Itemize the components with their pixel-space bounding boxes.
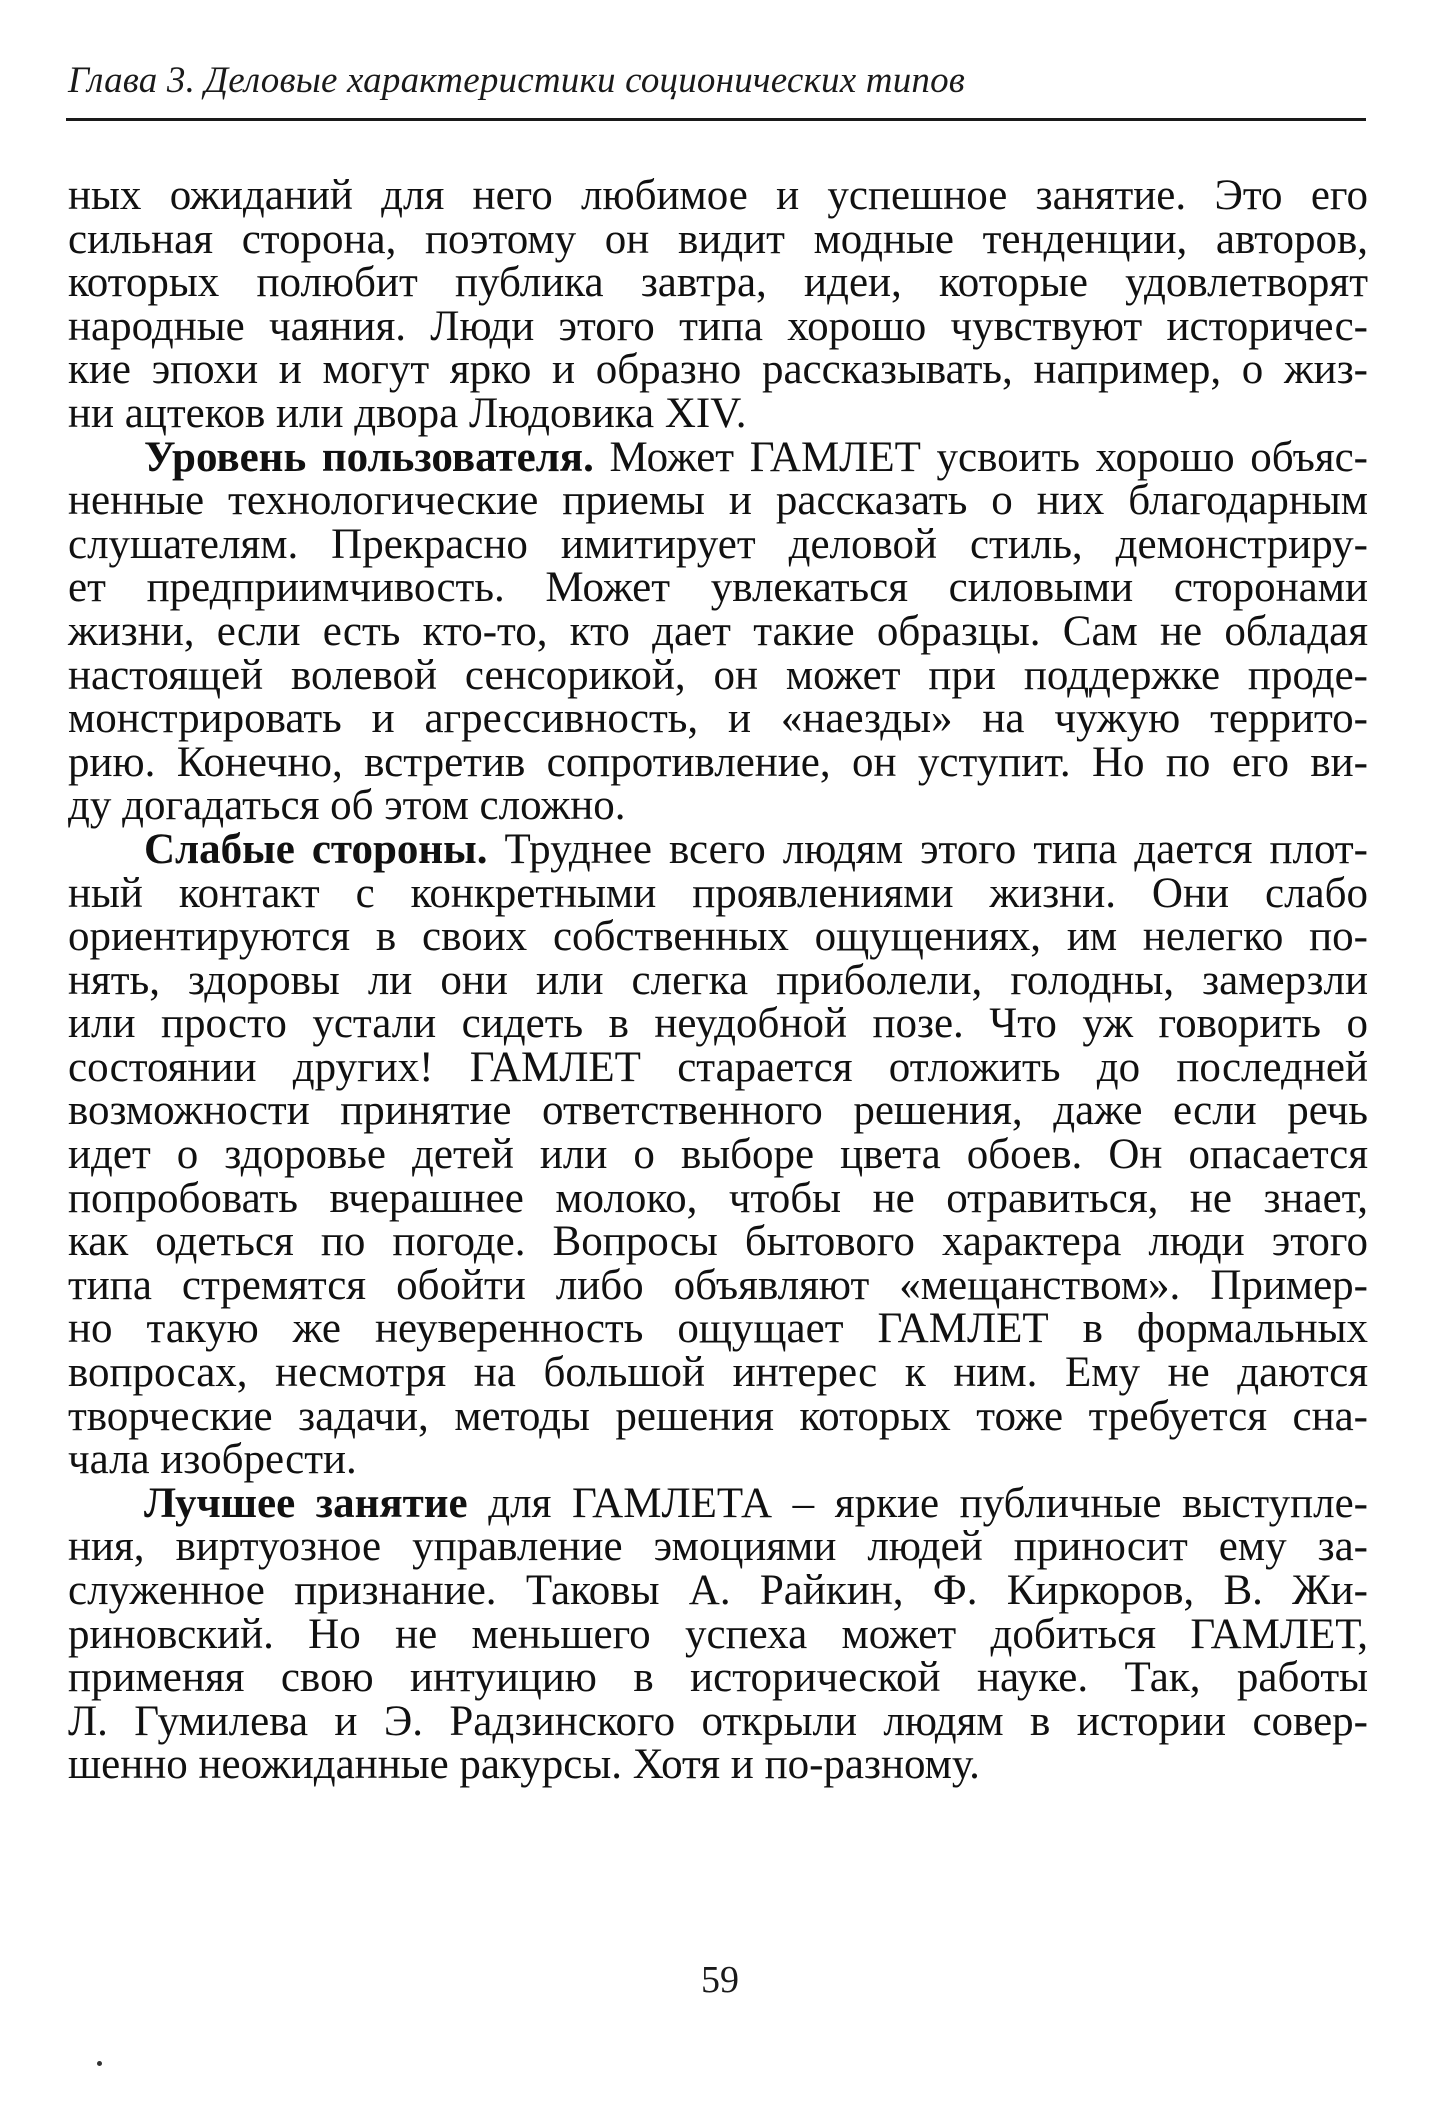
scan-speck bbox=[97, 2061, 102, 2066]
text-line: которых полюбит публика завтра, идеи, которые удовлетворят bbox=[68, 259, 1368, 307]
text-line: возможности принятие ответственного решения, даже если речь bbox=[68, 1087, 1368, 1135]
text-run: Может ГАМЛЕТ усвоить хорошо объяс- bbox=[593, 433, 1368, 481]
text-line: вопросах, несмотря на большой интерес к ним. Ему не даются bbox=[68, 1349, 1368, 1397]
runin-heading: Слабые стороны. bbox=[144, 825, 488, 873]
text-line: или просто устали сидеть в неудобной позе. Что уж говорить о bbox=[68, 1000, 1368, 1048]
text-line: риновский. Но не меньшего успеха может добиться ГАМЛЕТ, bbox=[68, 1610, 1368, 1658]
text-line: жизни, если есть кто-то, кто дает такие образцы. Сам не обладая bbox=[68, 607, 1368, 655]
page-number: 59 bbox=[701, 1959, 739, 2001]
paragraph-best-occupation bbox=[68, 1479, 1369, 1789]
text-line-first bbox=[68, 1479, 1369, 1527]
runin-heading: Уровень пользователя. bbox=[144, 433, 594, 481]
text-line: ных ожиданий для него любимое и успешное занятие. Это его bbox=[68, 172, 1368, 219]
text-line: типа стремятся обойти либо объявляют «мещанством». Пример- bbox=[68, 1261, 1368, 1309]
text-line: слушателям. Прекрасно имитирует деловой стиль, демонстриру- bbox=[68, 520, 1368, 568]
text-line: состоянии других! ГАМЛЕТ старается отложить до последней bbox=[68, 1043, 1368, 1091]
text-line: настоящей волевой сенсорикой, он может при поддержке проде- bbox=[68, 651, 1368, 699]
paragraph-continuation bbox=[68, 174, 1368, 436]
paragraph-weak-sides bbox=[68, 825, 1368, 1484]
text-line: ния, виртуозное управление эмоциями людей приносит ему за- bbox=[68, 1523, 1368, 1571]
text-line: нять, здоровы ли они или слегка приболели, голодны, замерзли bbox=[68, 956, 1368, 1004]
text-line: сильная сторона, поэтому он видит модные тенденции, авторов, bbox=[68, 215, 1368, 263]
text-line: ни ацтеков или двора Людовика XIV. bbox=[68, 389, 747, 437]
text-line: народные чаяния. Люди этого типа хорошо чувствуют историчес- bbox=[68, 302, 1368, 350]
text-line: ду догадаться об этом сложно. bbox=[68, 782, 626, 830]
text-line: идет о здоровье детей или о выборе цвета обоев. Он опасается bbox=[68, 1131, 1368, 1179]
text-line: чала изобрести. bbox=[68, 1436, 357, 1484]
text-line: попробовать вчерашнее молоко, чтобы не отравиться, не знает, bbox=[68, 1174, 1368, 1222]
paragraph-user-level bbox=[68, 433, 1368, 830]
text-line: рию. Конечно, встретив сопротивление, он уступит. Но по его ви- bbox=[68, 738, 1368, 786]
text-line: ориентируются в своих собственных ощущениях, им нелегко по- bbox=[68, 913, 1368, 961]
text-line: применяя свою интуицию в исторической науке. Так, работы bbox=[68, 1654, 1368, 1702]
text-line: Л. Гумилева и Э. Радзинского открыли людям в истории совер- bbox=[68, 1697, 1368, 1745]
text-line: шенно неожиданные ракурсы. Хотя и по-разному. bbox=[68, 1741, 980, 1789]
text-line: ный контакт с конкретными проявлениями жизни. Они слабо bbox=[68, 869, 1368, 917]
runin-heading: Лучшее занятие bbox=[144, 1479, 468, 1527]
text-line: ненные технологические приемы и рассказать о них благодарным bbox=[68, 477, 1368, 525]
text-line-first bbox=[68, 433, 1368, 481]
text-run: Труднее всего людям этого типа дается плот- bbox=[487, 825, 1368, 873]
body-text bbox=[68, 174, 1368, 1787]
text-line: как одеться по погоде. Вопросы бытового характера люди этого bbox=[68, 1218, 1368, 1266]
text-line: монстрировать и агрессивность, и «наезды» на чужую террито- bbox=[68, 695, 1368, 743]
running-header: Глава 3. Деловые характеристики соционических типов bbox=[68, 60, 966, 101]
header-rule bbox=[66, 118, 1366, 121]
text-line: ет предприимчивость. Может увлекаться силовыми сторонами bbox=[68, 564, 1368, 612]
text-run: для ГАМЛЕТА – яркие публичные выступле- bbox=[467, 1479, 1369, 1527]
text-line: служенное признание. Таковы А. Райкин, Ф. Киркоров, В. Жи- bbox=[68, 1567, 1368, 1614]
text-line-first bbox=[68, 825, 1368, 873]
text-line: но такую же неуверенность ощущает ГАМЛЕТ в формальных bbox=[68, 1305, 1368, 1353]
text-line: творческие задачи, методы решения которых тоже требуется сна- bbox=[68, 1392, 1368, 1440]
text-line: кие эпохи и могут ярко и образно рассказывать, например, о жиз- bbox=[68, 346, 1368, 394]
